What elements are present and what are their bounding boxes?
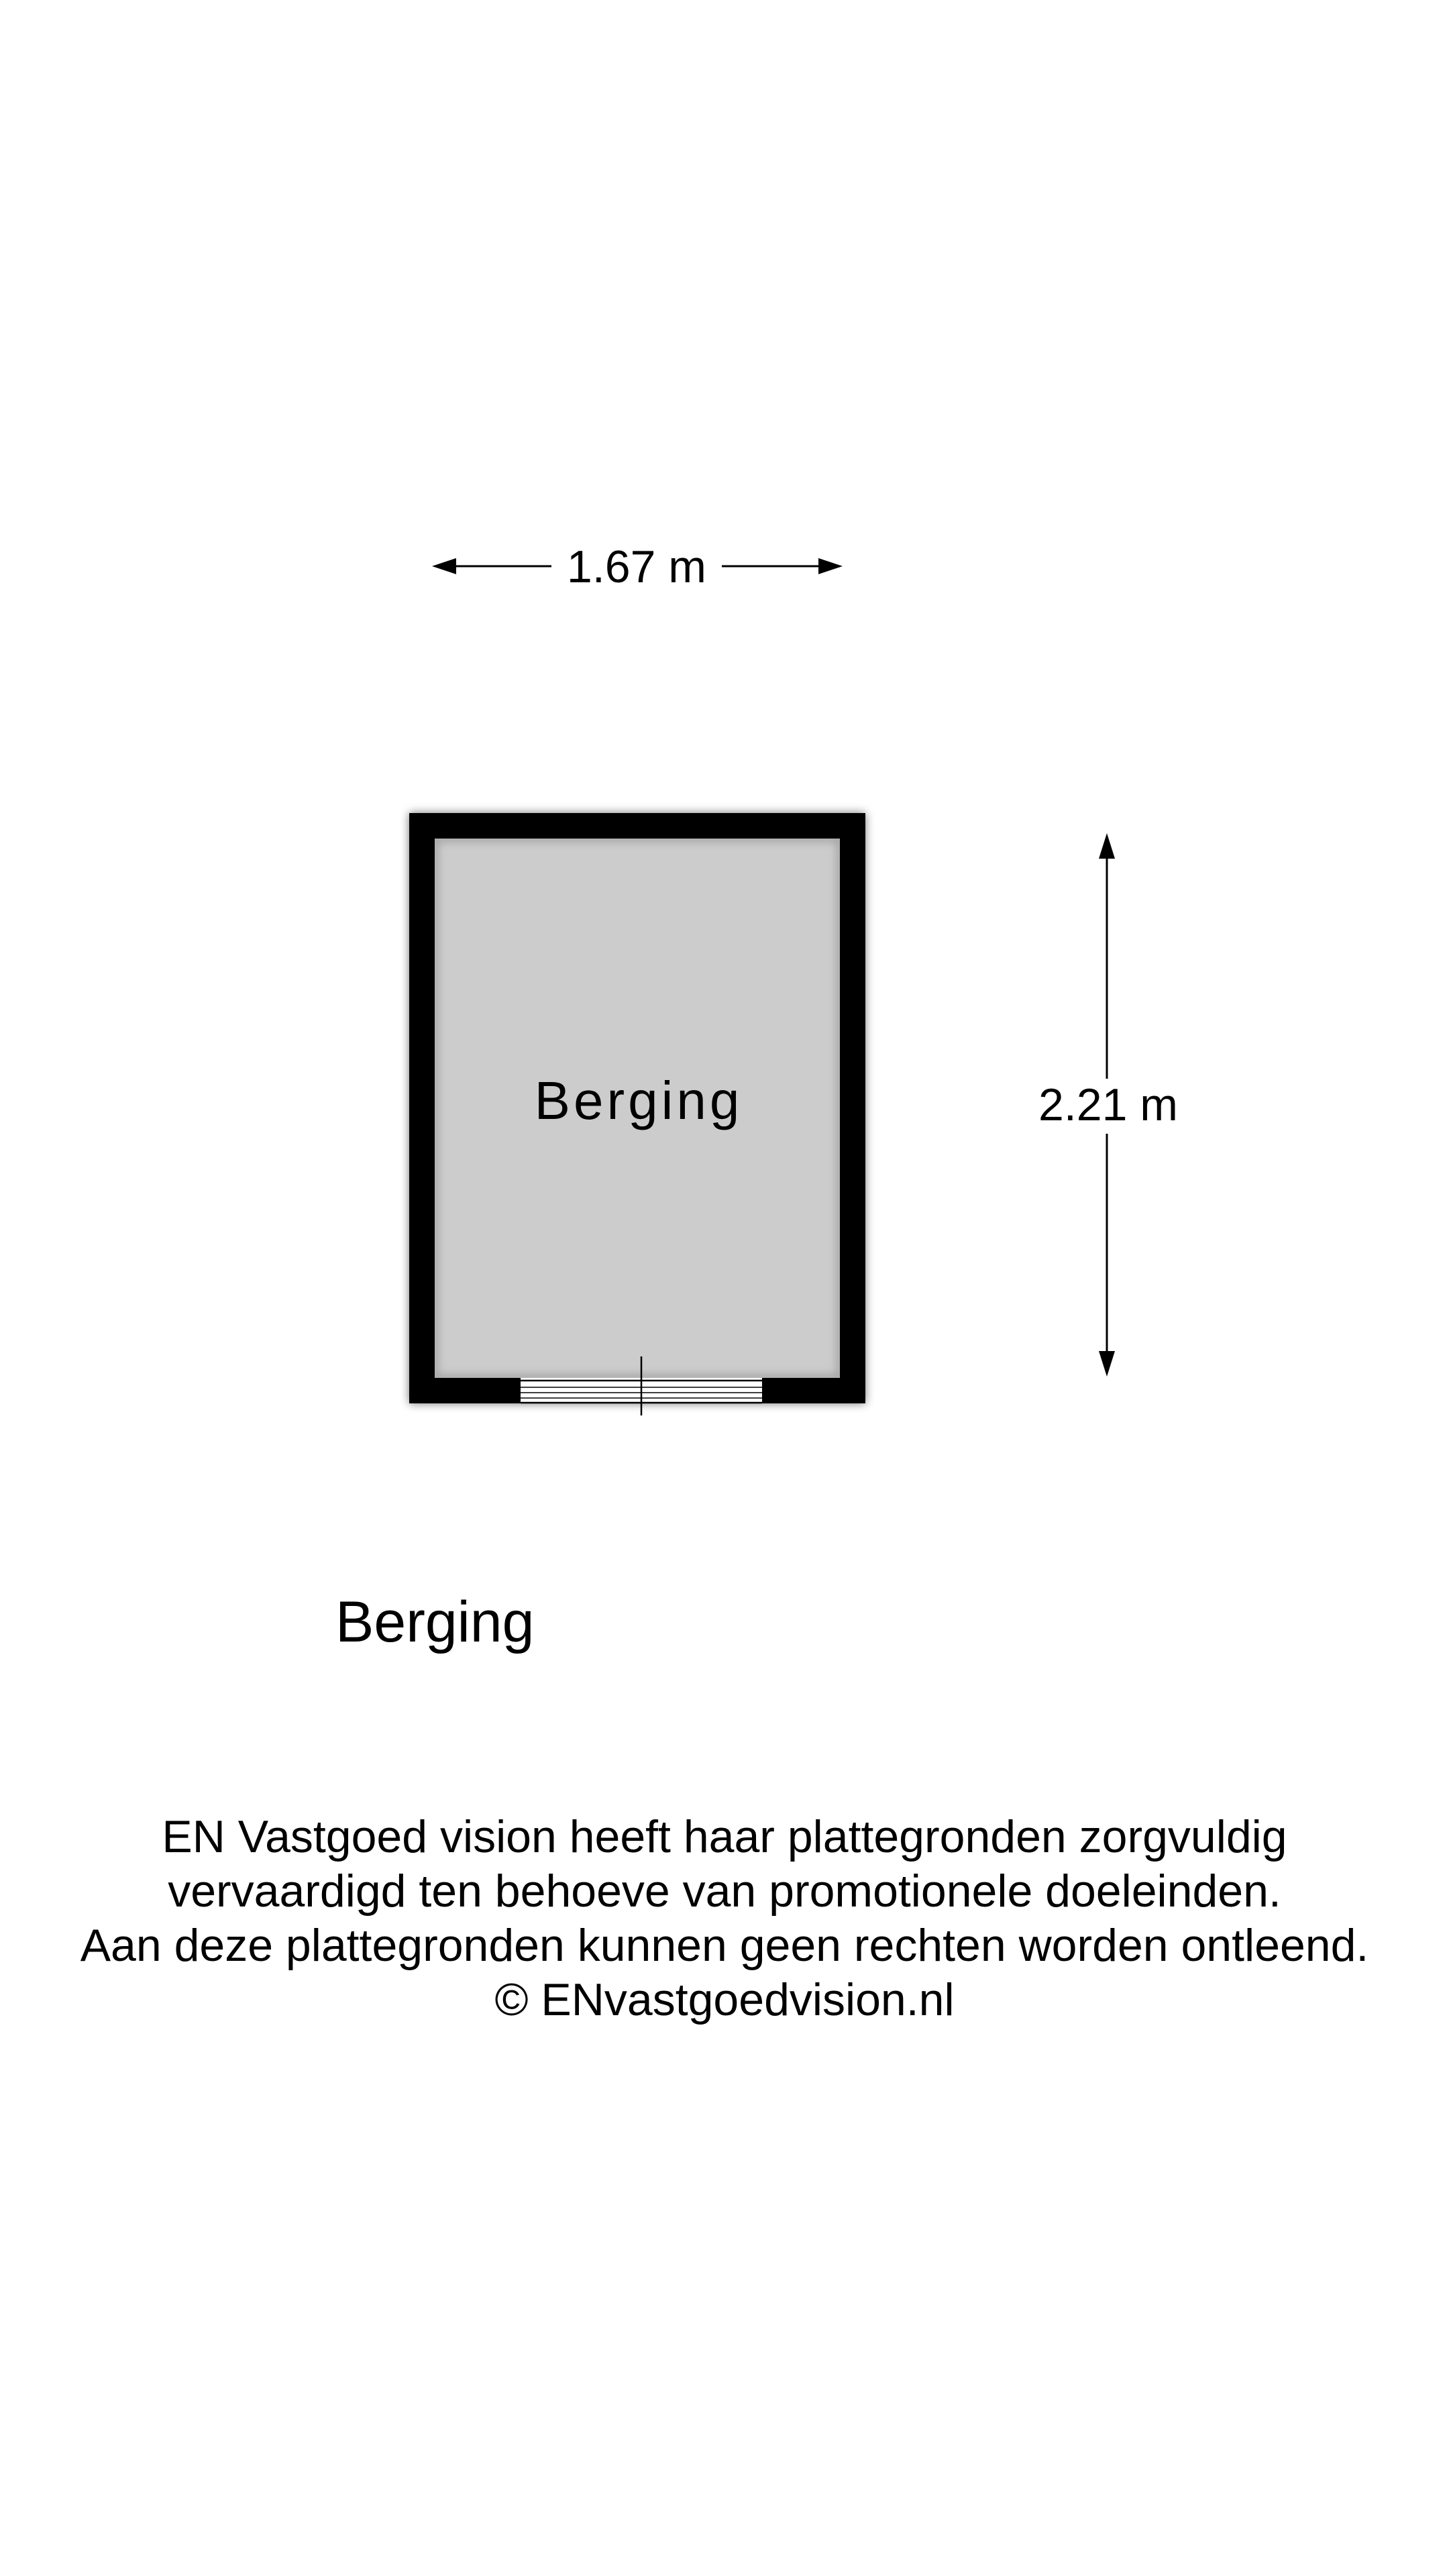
depth-dimension <box>1038 833 1178 1377</box>
disclaimer <box>0 1810 1449 2027</box>
arrow-down-icon <box>1099 1351 1115 1377</box>
width-dimension-label: 1.67 m <box>567 541 706 592</box>
floor-label: Berging <box>335 1590 535 1654</box>
disclaimer-line: Aan deze plattegronden kunnen geen rechten worden ontleend. <box>80 1920 1369 1971</box>
room-name-label: Berging <box>534 1071 743 1130</box>
arrow-left-icon <box>432 558 456 574</box>
room-berging <box>409 813 865 1415</box>
width-dimension <box>432 541 843 592</box>
disclaimer-line: EN Vastgoed vision heeft haar plattegronden zorgvuldig <box>162 1811 1287 1862</box>
copyright-line: © ENvastgoedvision.nl <box>494 1974 955 2025</box>
disclaimer-line: vervaardigd ten behoeve van promotionele doeleinden. <box>168 1866 1281 1917</box>
arrow-up-icon <box>1099 833 1115 859</box>
arrow-right-icon <box>818 558 843 574</box>
depth-dimension-label: 2.21 m <box>1038 1079 1178 1130</box>
